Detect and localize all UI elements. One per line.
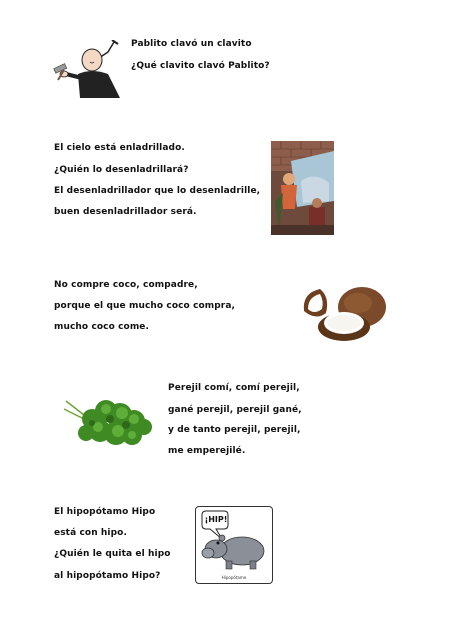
poem-line: y de tanto perejil, perejil, bbox=[168, 425, 301, 435]
brick-wall-mural-photo bbox=[271, 141, 334, 235]
poem-line: El desenladrillador que lo desenladrille, bbox=[54, 186, 261, 196]
parsley-photo bbox=[62, 389, 154, 449]
poem-line: Perejil comí, comí perejil, bbox=[168, 383, 300, 393]
poem-line: porque el que mucho coco compra, bbox=[54, 301, 236, 311]
hammering-man-illustration bbox=[52, 40, 124, 100]
poem-line: ¿Qué clavito clavó Pablito? bbox=[131, 61, 270, 71]
hippo-pictogram bbox=[195, 506, 273, 584]
poem-line: mucho coco come. bbox=[54, 322, 150, 332]
hippo-caption: Hipopótamo bbox=[221, 575, 247, 580]
poem-line: está con hipo. bbox=[54, 528, 127, 538]
poem-line: ¿Quién le quita el hipo bbox=[54, 549, 171, 559]
hippo-speech-text: ¡HIP! bbox=[204, 515, 228, 524]
coconut-photo bbox=[296, 279, 390, 343]
poem-line: Pablito clavó un clavito bbox=[131, 39, 252, 49]
poem-line: ¿Quién lo desenladrillará? bbox=[54, 165, 189, 175]
poem-line: No compre coco, compadre, bbox=[54, 280, 198, 290]
poem-line: El cielo está enladrillado. bbox=[54, 143, 185, 153]
poem-line: al hipopótamo Hipo? bbox=[54, 571, 161, 581]
poem-line: me emperejilé. bbox=[168, 446, 246, 456]
poem-line: buen desenladrillador será. bbox=[54, 207, 197, 217]
poem-line: gané perejil, perejil gané, bbox=[168, 405, 302, 415]
poem-line: El hipopótamo Hipo bbox=[54, 507, 156, 517]
